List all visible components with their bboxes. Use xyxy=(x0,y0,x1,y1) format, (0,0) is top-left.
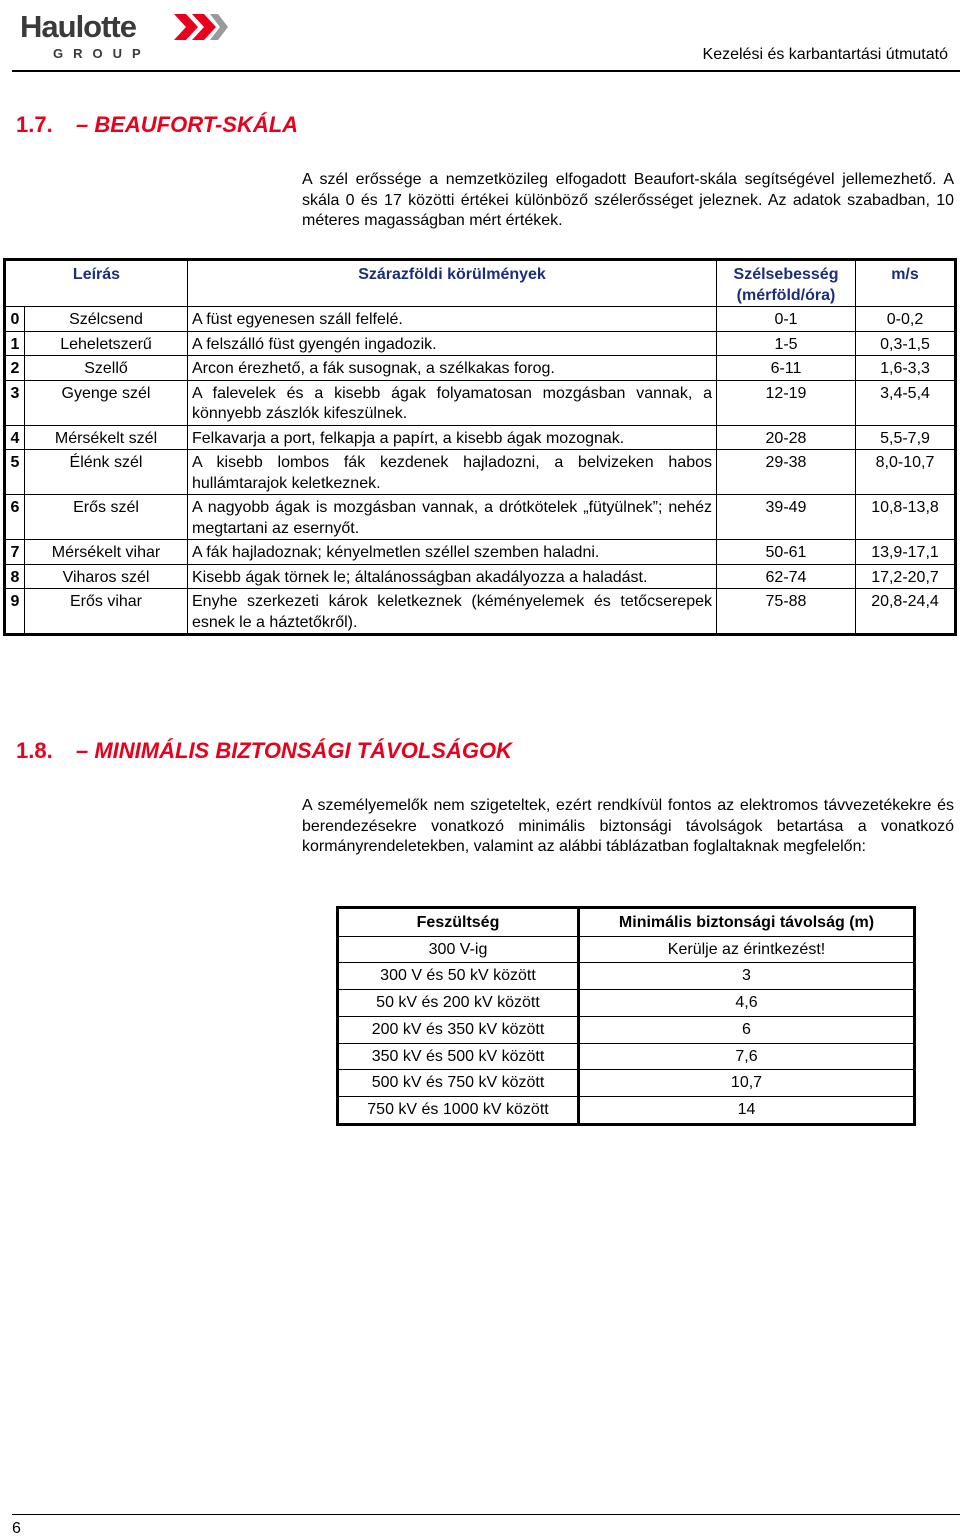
header-divider xyxy=(12,70,960,72)
logo-wordmark: Haulotte xyxy=(20,9,136,44)
header-voltage: Feszültség xyxy=(338,908,579,937)
logo-group-text: GROUP xyxy=(53,46,151,61)
section-heading: – MINIMÁLIS BIZTONSÁGI TÁVOLSÁGOK xyxy=(76,738,512,763)
distance-cell: 4,6 xyxy=(579,990,915,1017)
beaufort-speed-ms: 3,4-5,4 xyxy=(856,380,956,425)
beaufort-speed-ms: 1,6-3,3 xyxy=(856,356,956,381)
beaufort-number: 5 xyxy=(5,450,25,495)
beaufort-speed-ms: 13,9-17,1 xyxy=(856,540,956,565)
beaufort-name: Mérsékelt vihar xyxy=(25,540,188,565)
beaufort-number: 2 xyxy=(5,356,25,381)
table-row xyxy=(338,1096,915,1124)
beaufort-speed-ms: 8,0-10,7 xyxy=(856,450,956,495)
table-row xyxy=(5,380,956,425)
beaufort-name: Gyenge szél xyxy=(25,380,188,425)
beaufort-conditions: A nagyobb ágak is mozgásban vannak, a drótkötelek „fütyülnek”; nehéz megtartani az esernyőt. xyxy=(188,495,717,540)
voltage-cell: 500 kV és 750 kV között xyxy=(338,1070,579,1097)
header-speed: Szélsebesség (mérföld/óra) xyxy=(717,260,856,307)
voltage-cell: 300 V-ig xyxy=(338,936,579,963)
voltage-cell: 350 kV és 500 kV között xyxy=(338,1043,579,1070)
table-row xyxy=(5,307,956,332)
manual-title: Kezelési és karbantartási útmutató xyxy=(702,46,948,63)
beaufort-speed-mph: 39-49 xyxy=(717,495,856,540)
beaufort-speed-ms: 20,8-24,4 xyxy=(856,589,956,635)
header-ms: m/s xyxy=(856,260,956,307)
distance-cell: Kerülje az érintkezést! xyxy=(579,936,915,963)
beaufort-speed-mph: 6-11 xyxy=(717,356,856,381)
distance-cell: 7,6 xyxy=(579,1043,915,1070)
section-title-beaufort xyxy=(16,112,298,138)
beaufort-conditions: A kisebb lombos fák kezdenek hajladozni, a belvizeken habos hullámtarajok keletkeznek. xyxy=(188,450,717,495)
beaufort-speed-mph: 62-74 xyxy=(717,564,856,589)
distance-cell: 14 xyxy=(579,1096,915,1124)
beaufort-number: 9 xyxy=(5,589,25,635)
beaufort-number: 0 xyxy=(5,307,25,332)
table-row xyxy=(5,356,956,381)
beaufort-speed-ms: 5,5-7,9 xyxy=(856,425,956,450)
beaufort-name: Élénk szél xyxy=(25,450,188,495)
beaufort-speed-ms: 0,3-1,5 xyxy=(856,331,956,356)
table-row xyxy=(5,540,956,565)
table-row xyxy=(338,1070,915,1097)
beaufort-table xyxy=(3,258,957,636)
voltage-cell: 200 kV és 350 kV között xyxy=(338,1016,579,1043)
chevron-logo-icon xyxy=(172,14,228,40)
beaufort-name: Viharos szél xyxy=(25,564,188,589)
header-description: Leírás xyxy=(5,260,188,307)
section-number: 1.7. xyxy=(16,112,53,137)
voltage-cell: 750 kV és 1000 kV között xyxy=(338,1096,579,1124)
beaufort-conditions: A falevelek és a kisebb ágak folyamatosan mozgásban vannak, a könnyebb zászlók kifeszülnek. xyxy=(188,380,717,425)
table-row xyxy=(338,1016,915,1043)
table-row xyxy=(5,589,956,635)
header-distance: Minimális biztonsági távolság (m) xyxy=(579,908,915,937)
beaufort-speed-mph: 20-28 xyxy=(717,425,856,450)
voltage-cell: 300 V és 50 kV között xyxy=(338,963,579,990)
beaufort-speed-mph: 29-38 xyxy=(717,450,856,495)
beaufort-speed-mph: 12-19 xyxy=(717,380,856,425)
beaufort-conditions: A füst egyenesen száll felfelé. xyxy=(188,307,717,332)
beaufort-number: 7 xyxy=(5,540,25,565)
beaufort-name: Leheletszerű xyxy=(25,331,188,356)
beaufort-conditions: A felszálló füst gyengén ingadozik. xyxy=(188,331,717,356)
voltage-cell: 50 kV és 200 kV között xyxy=(338,990,579,1017)
table-row xyxy=(338,990,915,1017)
beaufort-conditions: Felkavarja a port, felkapja a papírt, a kisebb ágak mozognak. xyxy=(188,425,717,450)
table-row xyxy=(5,425,956,450)
footer-divider xyxy=(12,1514,960,1515)
page-number: 6 xyxy=(12,1520,21,1537)
beaufort-speed-mph: 0-1 xyxy=(717,307,856,332)
table-row xyxy=(338,963,915,990)
haulotte-logo xyxy=(20,10,210,60)
beaufort-number: 1 xyxy=(5,331,25,356)
beaufort-name: Mérsékelt szél xyxy=(25,425,188,450)
table-row xyxy=(5,495,956,540)
beaufort-name: Erős szél xyxy=(25,495,188,540)
beaufort-name: Szellő xyxy=(25,356,188,381)
safety-distance-table xyxy=(336,906,916,1126)
table-row xyxy=(5,331,956,356)
table-row xyxy=(5,564,956,589)
beaufort-speed-mph: 1-5 xyxy=(717,331,856,356)
beaufort-speed-ms: 10,8-13,8 xyxy=(856,495,956,540)
beaufort-conditions: Enyhe szerkezeti károk keletkeznek (kéményelemek és tetőcserepek esnek le a háztetőkről). xyxy=(188,589,717,635)
beaufort-name: Szélcsend xyxy=(25,307,188,332)
beaufort-name: Erős vihar xyxy=(25,589,188,635)
distance-cell: 10,7 xyxy=(579,1070,915,1097)
beaufort-speed-mph: 75-88 xyxy=(717,589,856,635)
beaufort-number: 3 xyxy=(5,380,25,425)
section-number: 1.8. xyxy=(16,738,53,763)
section-title-safety-distances xyxy=(16,738,512,764)
distance-cell: 6 xyxy=(579,1016,915,1043)
page-header xyxy=(0,0,960,72)
beaufort-number: 6 xyxy=(5,495,25,540)
safety-intro-paragraph: A személyemelők nem szigeteltek, ezért rendkívül fontos az elektromos távvezetékekre és berendezésekre vonatkozó minimális biztonsági távolságok betartása a vonatkozó kormányrendeletekben, valamint az alábbi táblázatban foglaltaknak megfelelőn: xyxy=(302,797,954,855)
table-row xyxy=(5,450,956,495)
table-header-row xyxy=(5,260,956,307)
section-heading: – BEAUFORT-SKÁLA xyxy=(76,112,299,137)
beaufort-conditions: Kisebb ágak törnek le; általánosságban akadályozza a haladást. xyxy=(188,564,717,589)
beaufort-number: 8 xyxy=(5,564,25,589)
beaufort-conditions: Arcon érezhető, a fák susognak, a szélkakas forog. xyxy=(188,356,717,381)
beaufort-intro-paragraph: A szél erőssége a nemzetközileg elfogadott Beaufort-skála segítségével jellemezhető. A skála 0 és 17 közötti értékei különböző szélerősséget jeleznek. Az adatok szabadban, 10 méteres magasságban mért értékek. xyxy=(302,171,954,229)
header-conditions: Szárazföldi körülmények xyxy=(188,260,717,307)
table-row xyxy=(338,1043,915,1070)
beaufort-conditions: A fák hajladoznak; kényelmetlen széllel szemben haladni. xyxy=(188,540,717,565)
distance-cell: 3 xyxy=(579,963,915,990)
beaufort-speed-ms: 0-0,2 xyxy=(856,307,956,332)
beaufort-speed-ms: 17,2-20,7 xyxy=(856,564,956,589)
beaufort-number: 4 xyxy=(5,425,25,450)
beaufort-speed-mph: 50-61 xyxy=(717,540,856,565)
table-header-row xyxy=(338,908,915,937)
table-row xyxy=(338,936,915,963)
